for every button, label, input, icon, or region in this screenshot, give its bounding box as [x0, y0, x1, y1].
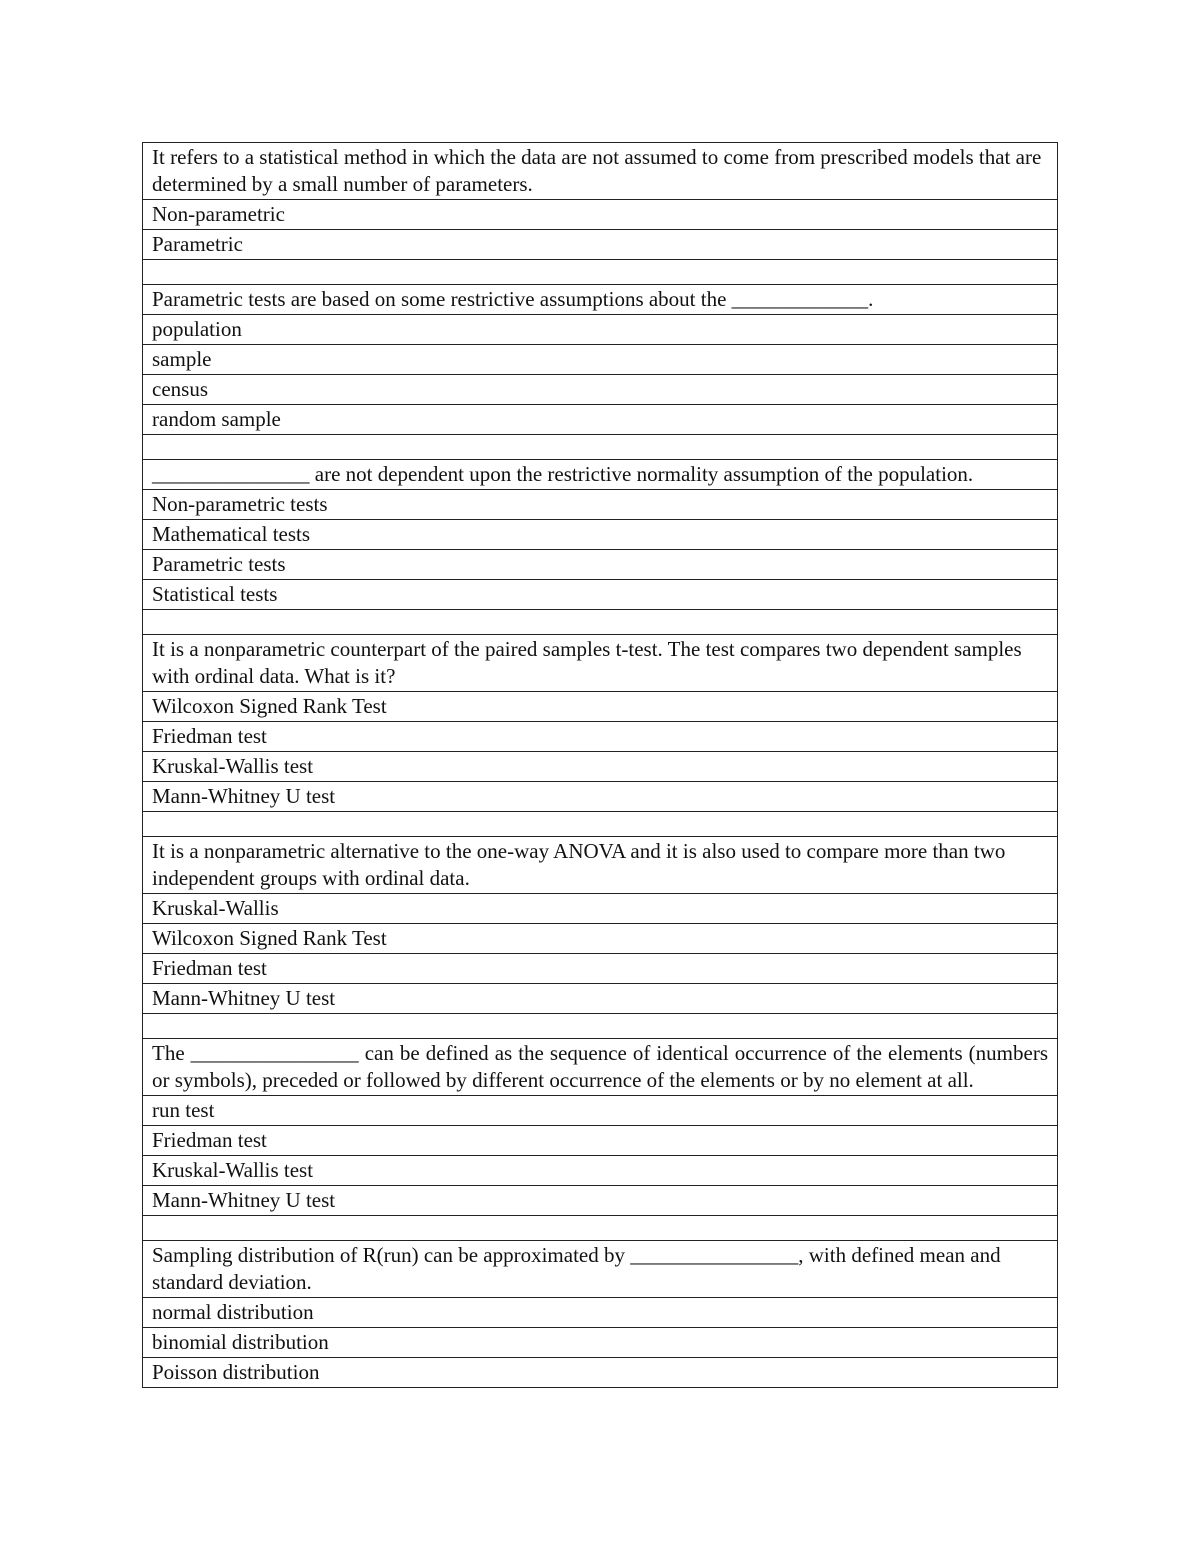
option-text: Kruskal-Wallis test [143, 752, 1058, 782]
option-text: Wilcoxon Signed Rank Test [143, 924, 1058, 954]
question-row [143, 837, 1058, 894]
option-text: Poisson distribution [143, 1358, 1058, 1388]
option-text: Mann-Whitney U test [143, 984, 1058, 1014]
option-row [143, 1186, 1058, 1216]
option-row [143, 692, 1058, 722]
option-row [143, 894, 1058, 924]
option-text: Friedman test [143, 722, 1058, 752]
option-text: Kruskal-Wallis test [143, 1156, 1058, 1186]
option-row [143, 1126, 1058, 1156]
option-row [143, 722, 1058, 752]
option-text: run test [143, 1096, 1058, 1126]
question-text: _______________ are not dependent upon the restrictive normality assumption of the population. [143, 460, 1058, 490]
spacer-row [143, 812, 1058, 837]
option-text: Parametric tests [143, 550, 1058, 580]
option-text: Kruskal-Wallis [143, 894, 1058, 924]
option-row [143, 230, 1058, 260]
option-text: random sample [143, 405, 1058, 435]
option-row [143, 924, 1058, 954]
option-text: census [143, 375, 1058, 405]
option-text: Statistical tests [143, 580, 1058, 610]
option-text: Parametric [143, 230, 1058, 260]
option-row [143, 490, 1058, 520]
option-row [143, 752, 1058, 782]
option-row [143, 375, 1058, 405]
spacer-row [143, 1014, 1058, 1039]
option-row [143, 1096, 1058, 1126]
option-text: Friedman test [143, 1126, 1058, 1156]
spacer-row [143, 610, 1058, 635]
option-row [143, 1298, 1058, 1328]
option-text: Non-parametric tests [143, 490, 1058, 520]
option-row [143, 984, 1058, 1014]
option-row [143, 1358, 1058, 1388]
question-row [143, 143, 1058, 200]
option-row [143, 954, 1058, 984]
option-row [143, 782, 1058, 812]
spacer-row [143, 435, 1058, 460]
option-row [143, 1156, 1058, 1186]
question-row [143, 460, 1058, 490]
option-text: Non-parametric [143, 200, 1058, 230]
option-text: sample [143, 345, 1058, 375]
option-row [143, 345, 1058, 375]
option-text: Mann-Whitney U test [143, 782, 1058, 812]
option-row [143, 200, 1058, 230]
option-row [143, 580, 1058, 610]
spacer-row [143, 1216, 1058, 1241]
question-text: It is a nonparametric alternative to the one-way ANOVA and it is also used to compare more than two independent groups with ordinal data. [143, 837, 1058, 894]
option-text: Mathematical tests [143, 520, 1058, 550]
question-text: Parametric tests are based on some restrictive assumptions about the _____________. [143, 285, 1058, 315]
option-text: Friedman test [143, 954, 1058, 984]
quiz-table [142, 142, 1058, 1388]
option-text: binomial distribution [143, 1328, 1058, 1358]
spacer-row [143, 260, 1058, 285]
question-row [143, 1039, 1058, 1096]
option-row [143, 550, 1058, 580]
option-text: Wilcoxon Signed Rank Test [143, 692, 1058, 722]
option-row [143, 520, 1058, 550]
option-text: population [143, 315, 1058, 345]
option-row [143, 1328, 1058, 1358]
question-row [143, 1241, 1058, 1298]
question-text: The ________________ can be defined as the sequence of identical occurrence of the elements (numbers or symbols), preceded or followed by different occurrence of the elements or by no element at all. [143, 1039, 1058, 1096]
question-text: It is a nonparametric counterpart of the paired samples t-test. The test compares two dependent samples with ordinal data. What is it? [143, 635, 1058, 692]
option-text: normal distribution [143, 1298, 1058, 1328]
question-row [143, 635, 1058, 692]
question-text: It refers to a statistical method in which the data are not assumed to come from prescribed models that are determined by a small number of parameters. [143, 143, 1058, 200]
option-text: Mann-Whitney U test [143, 1186, 1058, 1216]
option-row [143, 405, 1058, 435]
question-text: Sampling distribution of R(run) can be approximated by ________________, with defined mean and standard deviation. [143, 1241, 1058, 1298]
option-row [143, 315, 1058, 345]
question-row [143, 285, 1058, 315]
